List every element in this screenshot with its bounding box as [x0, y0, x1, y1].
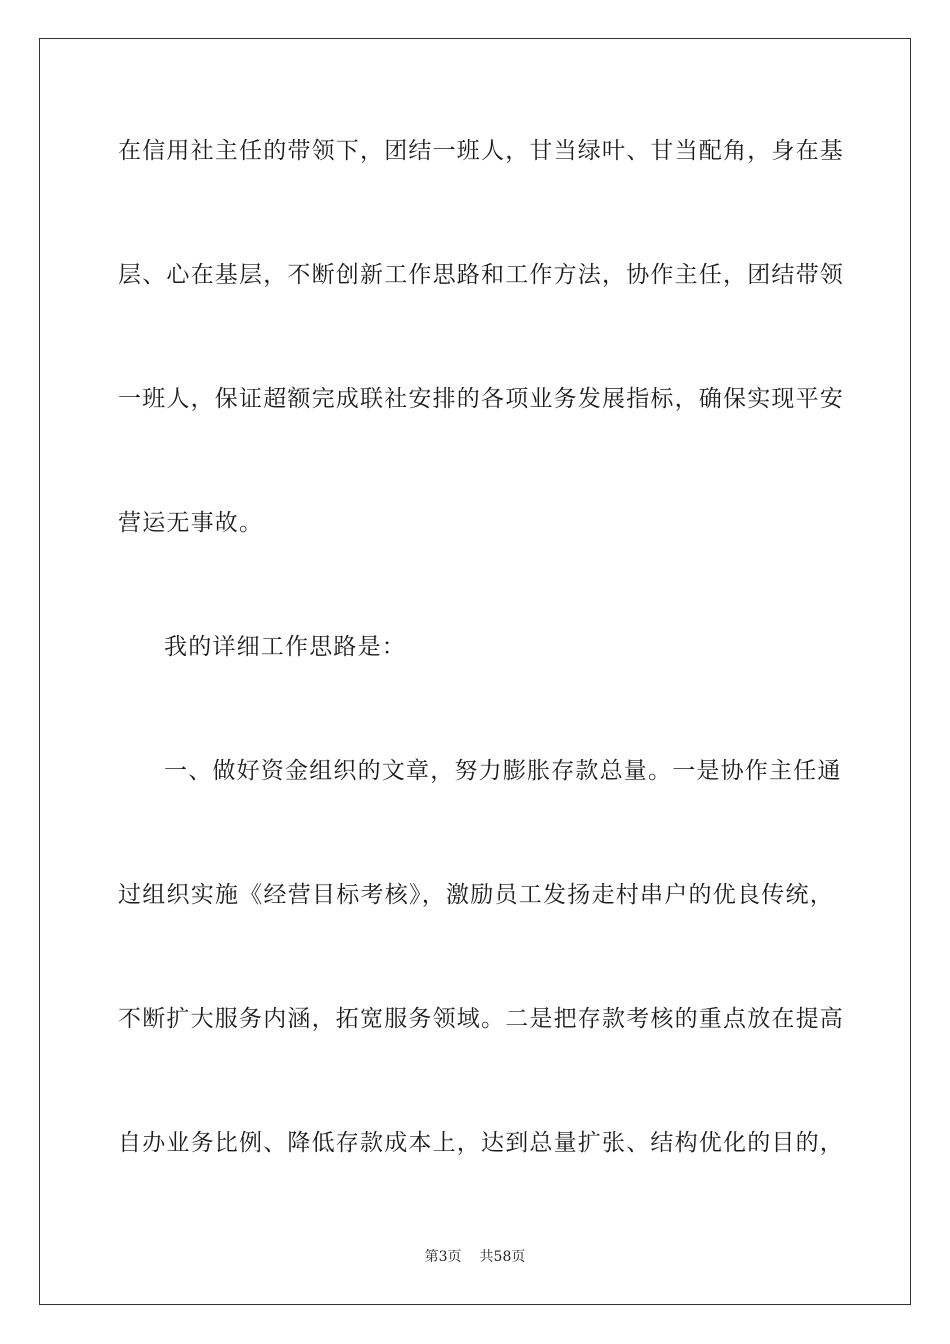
body-line-8: 不断扩大服务内涵，拓宽服务领域。二是把存款考核的重点放在提高 [118, 1006, 844, 1032]
body-line-1: 在信用社主任的带领下，团结一班人，甘当绿叶、甘当配角，身在基 [118, 138, 844, 164]
page-border [39, 38, 911, 1305]
body-line-5: 我的详细工作思路是： [164, 634, 406, 660]
page-total: 共58页 [479, 1249, 526, 1265]
body-line-7: 过组织实施《经营目标考核》，激励员工发扬走村串户的优良传统， [118, 882, 834, 908]
body-line-6: 一、做好资金组织的文章，努力膨胀存款总量。一是协作主任通 [164, 758, 842, 784]
body-line-9: 自办业务比例、降低存款成本上，达到总量扩张、结构优化的目的， [118, 1130, 844, 1156]
body-line-2: 层、心在基层，不断创新工作思路和工作方法，协作主任，团结带领 [118, 262, 844, 288]
page-footer [0, 1248, 950, 1266]
body-line-4: 营运无事故。 [118, 510, 264, 536]
body-line-3: 一班人，保证超额完成联社安排的各项业务发展指标，确保实现平安 [118, 386, 844, 412]
page-number: 第3页 [424, 1249, 462, 1265]
